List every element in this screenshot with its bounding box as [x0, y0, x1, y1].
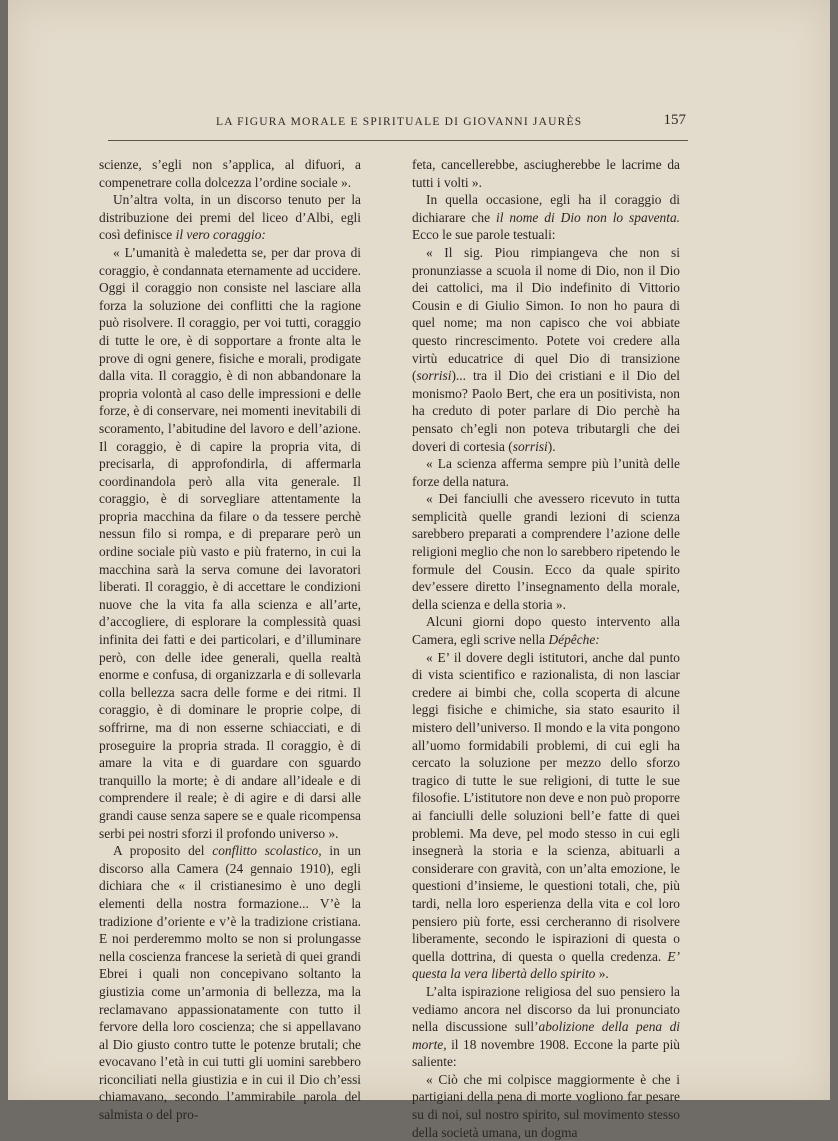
text-run: « La scienza afferma sempre più l’unità delle forze della natura.: [412, 456, 680, 489]
italic-text: il vero coraggio:: [175, 227, 266, 243]
running-title: LA FIGURA MORALE E SPIRITUALE DI GIOVANNI JAURÈS: [216, 116, 583, 128]
left-text-column: [99, 156, 361, 1124]
text-run: A proposito del: [113, 843, 213, 859]
text-run: )... tra il Dio dei cristiani e il Dio del monismo? Paolo Bert, che era un positivista, non ha creduto di poter parlare di Dio perchè ha pensato ch’egli non poteva tributargli che dei doveri di cortesia (: [412, 368, 680, 454]
text-run: Ecco le sue parole testuali:: [412, 227, 556, 243]
text-run: in un discorso alla Camera (24 gennaio 1910), egli dichiara che « il cristianesimo è uno degli elementi della nostra formazione... V’è la tradizione d’oriente e v’è la tradizione cristiana. E noi perderemmo molto se non si prolungasse nella coscienza francese la serietà di quei grandi Ebrei i quali non concepivano soltanto la giustizia come un’armonia di bellezza, ma la reclamavano appassionatamente con tutto il fervore della loro coscienza; che si appellavano al Dio giusto contro tutte le potenze brutali; che evocavano l’età in cui tutti gli uomini sarebbero riconciliati nella giustizia e in cui il Dio ch’essi chiamavano, secondo l’ammirabile parola del salmista o del pro-: [99, 843, 361, 1123]
paragraph: [412, 1071, 680, 1141]
right-text-column: [412, 156, 680, 1141]
paragraph: [99, 191, 361, 244]
page-number: 157: [663, 112, 686, 128]
paragraph: [412, 455, 680, 490]
text-run: ).: [547, 438, 556, 454]
page-header: [108, 112, 688, 141]
paragraph: [412, 649, 680, 983]
text-run: « L’umanità è maledetta se, per dar prova di coraggio, è condannata eternamente ad uccidere. Oggi il coraggio non consiste nel lasciare alla forza la soluzione dei conflitti che la ragione può risolvere. Il coraggio, per voi tutti, coraggio di tutte le ore, è di sopportare a fronte alta le prove di ogni genere, fisiche e morali, prodigate dalla vita. Il coraggio, è di non abbandonare la propria volontà al caso delle impressioni e delle forze, è di conservare, nei momenti inevitabili di scoramento, l’abitudine del lavoro e dell’azione. Il coraggio, è di capire la propria vita, di precisarla, di approfondirla, di affermarla coordinandola però alla vita generale. Il coraggio, è di sorvegliare attentamente la propria macchina da filare o da tessere perchè nessun filo si rompa, e di preparare però un ordine sociale più vasto e più fraterno, in cui la macchina sarà la serva comune dei lavoratori liberati. Il coraggio, è di accettare le condizioni nuove che la vita fa alla scienza e all’arte, d’accogliere, di esplorare la complessità quasi infinita dei fatti e dei particolari, e d’illuminare però, con delle idee generali, quella realtà enorme e confusa, di organizzarla e di sollevarla colla bellezza sacra delle forme e dei ritmi. Il coraggio, è di dominare le proprie colpe, di soffrirne, ma di non esserne schiacciati, e di proseguire la propria strada. Il coraggio, è di amare la vita e di guardare con sguardo tranquillo la morte; è di andare all’ideale e di comprendere il reale; è di agire e di darsi alle grandi cause senza sapere se e quale ricompensa serbi pei nostri sforzi il profondo universo ».: [99, 244, 361, 841]
paragraph: [412, 156, 680, 191]
paragraph: [99, 156, 361, 191]
italic-text: il nome di Dio non lo spaventa.: [495, 209, 680, 225]
text-run: ».: [595, 966, 609, 982]
paragraph: [412, 490, 680, 613]
paragraph: [412, 191, 680, 244]
text-run: In quella occasione, egli ha il coraggio di dichiarare che: [412, 192, 680, 225]
text-run: Un’altra volta, in un discorso tenuto per la distribuzione dei premi del liceo d’Albi, egli così definisce: [99, 192, 361, 243]
italic-text: sorrisi: [512, 438, 548, 454]
italic-text: conflitto scolastico,: [212, 843, 322, 859]
italic-text: sorrisi: [416, 368, 452, 384]
text-run: il 18 novembre 1908. Eccone la parte più saliente:: [412, 1036, 680, 1070]
paragraph: [412, 983, 680, 1071]
text-run: « Dei fanciulli che avessero ricevuto in tutta semplicità quelle grandi lezioni di scienza sarebbero preparati a comprendere l’azione delle religioni meglio che non lo sarebbero ripetendo le formule del Cousin. Ecco da quale spirito dev’essere diretto l’insegnamento della morale, della scienza e della storia ».: [412, 491, 680, 612]
text-run: scienze, s’egli non s’applica, al difuori, a compenetrare colla dolcezza l’ordine sociale ».: [99, 157, 361, 190]
text-run: feta, cancellerebbe, asciugherebbe le lacrime da tutti i volti ».: [412, 157, 680, 190]
italic-text: abolizione della pena di morte,: [412, 1019, 680, 1052]
italic-text: E’ questa la vera libertà dello spirito: [412, 948, 680, 982]
paragraph: [412, 244, 680, 455]
text-run: Alcuni giorni dopo questo intervento alla Camera, egli scrive nella: [412, 614, 680, 648]
paragraph: [99, 842, 361, 1124]
text-run: « E’ il dovere degli istitutori, anche dal punto di vista scientifico e razionalista, di non lasciar credere ai bimbi che, colla scoperta di alcune leggi fisiche e chimiche, sia stato esaurito il mistero dell’universo. Il mondo e la vita pongono all’uomo formidabili problemi, di cui egli ha cercato la soluzione per mezzo dello sforzo tragico di tutte le sue religioni, di tutte le sue filosofie. L’istitutore non deve e non può proporre ai fanciulli delle soluzioni bell’e fatte di quei problemi. Ma deve, pel modo stesso in cui egli insegnerà la storia e la scienza, abituarli a considerare con gravità, con un’alta emozione, le questioni d’insieme, le questioni totali, che, più tardi, nella loro esperienza della vita e col loro pensiero più forte, essi cercheranno di risolvere liberamente, secondo le ispirazioni di questa o quella dottrina, di questa o quella credenza.: [412, 649, 681, 964]
text-run: « Il sig. Piou rimpiangeva che non si pronunziasse a scuola il nome di Dio, non il Dio dei cattolici, ma il Dio indefinito di Vittorio Cousin e di Giulio Simon. Io non ho paura di quel nome; ma non capisco che voi abbiate questo rincrescimento. Potete voi credere alla virtù educatrice di quel Dio di transizione (: [412, 244, 680, 384]
paragraph: [412, 613, 680, 648]
italic-text: Dépêche:: [548, 632, 600, 648]
text-run: « Ciò che mi colpisce maggiormente è che i partigiani della pena di morte vogliono far pesare su di noi, sul nostro spirito, sul movimento stesso della società umana, un dogma: [412, 1071, 680, 1140]
paragraph: [99, 244, 361, 842]
text-run: L’alta ispirazione religiosa del suo pensiero la vediamo ancora nel discorso da lui pronunciato nella discussione sull’: [412, 983, 680, 1035]
